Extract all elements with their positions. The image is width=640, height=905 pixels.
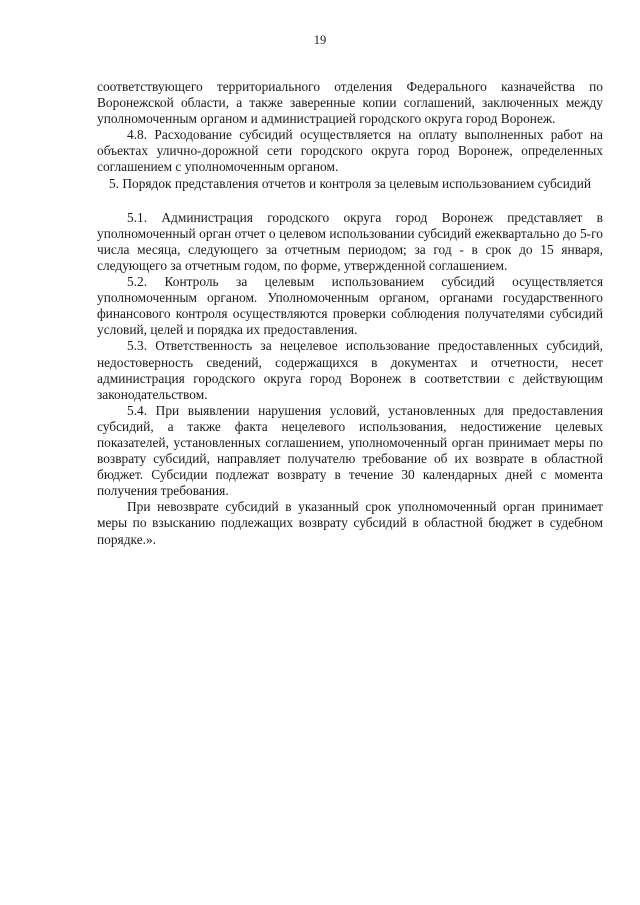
paragraph-5-3: 5.3. Ответственность за нецелевое использование предоставленных субсидий, недостоверность сведений, содержащихся в документах и отчетности, несет администрация городского округа город Воронеж в соответствии с действующим законодательством.: [97, 338, 603, 402]
paragraph-continuation: соответствующего территориального отделения Федерального казначейства по Воронежской области, а также заверенные копии соглашений, заключенных между уполномоченным органом и администрацией городского округа город Воронеж.: [97, 79, 603, 127]
paragraph-5-2: 5.2. Контроль за целевым использованием субсидий осуществляется уполномоченным органом. Уполномоченным органом, органами государственного финансового контроля осуществляются проверки соблюдения получателями субсидий условий, целей и порядка их предоставления.: [97, 274, 603, 338]
page-number: 19: [313, 33, 327, 47]
paragraph-5-1: 5.1. Администрация городского округа город Воронеж представляет в уполномоченный орган отчет о целевом использовании субсидий ежеквартально до 5-го числа месяца, следующего за отчетным периодом; за год - в срок до 15 января, следующего за отчетным годом, по форме, утвержденной соглашением.: [97, 209, 603, 273]
paragraph-4-8: 4.8. Расходование субсидий осуществляется на оплату выполненных работ на объектах улично-дорожной сети городского округа город Воронеж, определенных соглашением с уполномоченным органом.: [97, 127, 603, 175]
document-body: [97, 79, 603, 548]
paragraph-5-4: 5.4. При выявлении нарушения условий, установленных для предоставления субсидий, а также факта нецелевого использования, недостижение целевых показателей, установленных соглашением, уполномоченный орган принимает меры по возврату субсидий, направляет получателю требование об их возврате в областной бюджет. Субсидии подлежат возврату в течение 30 календарных дней с момента получения требования.: [97, 402, 603, 499]
paragraph-non-return: При невозврате субсидий в указанный срок уполномоченный орган принимает меры по взысканию подлежащих возврату субсидий в областной бюджет в судебном порядке.».: [97, 499, 603, 547]
section-heading: 5. Порядок представления отчетов и контроля за целевым использованием субсидий: [108, 175, 592, 191]
